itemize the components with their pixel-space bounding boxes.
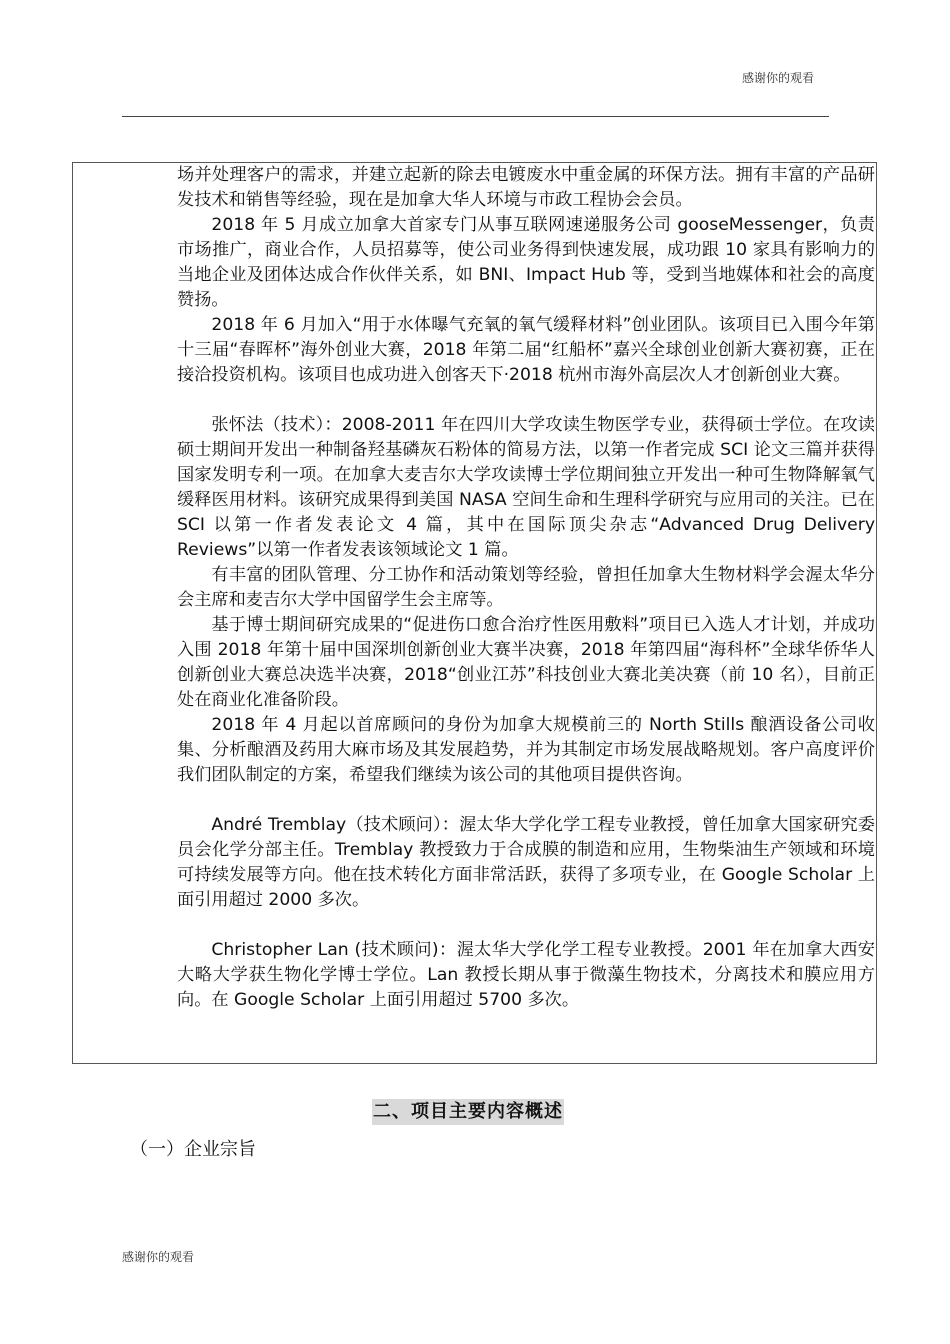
spacer bbox=[177, 388, 875, 413]
bio-paragraph-christopher-lan: Christopher Lan (技术顾问)：渥太华大学化学工程专业教授。2001 年在加拿大西安大略大学获生物化学博士学位。Lan 教授长期从事于微藻生物技术，分离技术和膜应用方向。在 Google Scholar 上面引用超过 5700 多次。 bbox=[177, 940, 875, 1010]
header-text: 感谢你的观看 bbox=[742, 71, 815, 85]
bio-paragraph-andre-tremblay: André Tremblay（技术顾问）：渥太华大学化学工程专业教授，曾任加拿大国家研究委员会化学分部主任。Tremblay 教授致力于合成膜的制造和应用，生物柴油生产领域和环境可持续发展等方向。他在技术转化方面非常活跃，获得了多项专业，在 Google Scholar 上面引用超过 2000 多次。 bbox=[177, 815, 875, 910]
bio-paragraph-goosemessenger: 2018 年 5 月成立加拿大首家专门从事互联网速递服务公司 gooseMessenger，负责市场推广，商业合作，人员招募等，使公司业务得到快速发展，成功跟 10 家具有影响力的当地企业及团体达成合作伙伴关系，如 BNI、Impact Hub 等，受到当地媒体和社会的高度赞扬。 bbox=[177, 215, 875, 310]
spacer bbox=[177, 788, 875, 813]
bio-paragraph-wound-dressing: 基于博士期间研究成果的“促进伤口愈合治疗性医用敷料”项目已入选人才计划，并成功入围 2018 年第十届中国深圳创新创业大赛半决赛，2018 年第四届“海科杯”全球华侨华人创新创业大赛总决选半决赛，2018“创业江苏”科技创业大赛北美决赛（前 10 名），目前正处在商业化准备阶段。 bbox=[177, 615, 875, 710]
bio-paragraph-oxygen-team: 2018 年 6 月加入“用于水体曝气充氧的氧气缓释材料”创业团队。该项目已入围今年第十三届“春晖杯”海外创业大赛，2018 年第二届“红船杯”嘉兴全球创业创新大赛初赛，正在接洽投资机构。该项目也成功进入创客天下·2018 杭州市海外高层次人才创新创业大赛。 bbox=[177, 315, 875, 385]
bio-paragraph-north-stills: 2018 年 4 月起以首席顾问的身份为加拿大规模前三的 North Stills 酿酒设备公司收集、分析酿酒及药用大麻市场及其发展趋势，并为其制定市场发展战略规划。客户高度评价我们团队制定的方案，希望我们继续为该公司的其他项目提供咨询。 bbox=[177, 715, 875, 785]
bio-paragraph-1: 场并处理客户的需求，并建立起新的除去电镀废水中重金属的环保方法。拥有丰富的产品研发技术和销售等经验，现在是加拿大华人环境与市政工程协会会员。 bbox=[177, 165, 875, 210]
team-bio-content bbox=[177, 163, 875, 1013]
bio-paragraph-management: 有丰富的团队管理、分工协作和活动策划等经验，曾担任加拿大生物材料学会渥太华分会主席和麦吉尔大学中国留学生会主席等。 bbox=[177, 565, 875, 610]
footer-text: 感谢你的观看 bbox=[122, 1250, 195, 1264]
bio-paragraph-zhang-huaifa: 张怀法（技术）：2008-2011 年在四川大学攻读生物医学专业，获得硕士学位。在攻读硕士期间开发出一种制备羟基磷灰石粉体的简易方法，以第一作者完成 SCI 论文三篇并获得国家发明专利一项。在加拿大麦吉尔大学攻读博士学位期间独立开发出一种可生物降解氧气缓释医用材料。该研究成果得到美国 NASA 空间生命和生理科学研究与应用司的关注。已在 SCI 以第一作者发表论文 4 篇，其中在国际顶尖杂志“Advanced Drug Delivery Reviews”以第一作者发表该领域论文 1 篇。 bbox=[177, 415, 875, 560]
subsection-heading: （一）企业宗旨 bbox=[130, 1139, 256, 1160]
header-divider bbox=[122, 116, 829, 117]
spacer bbox=[177, 913, 875, 938]
section-heading: 二、项目主要内容概述 bbox=[372, 1099, 564, 1125]
team-bio-table-cell bbox=[72, 162, 877, 1064]
